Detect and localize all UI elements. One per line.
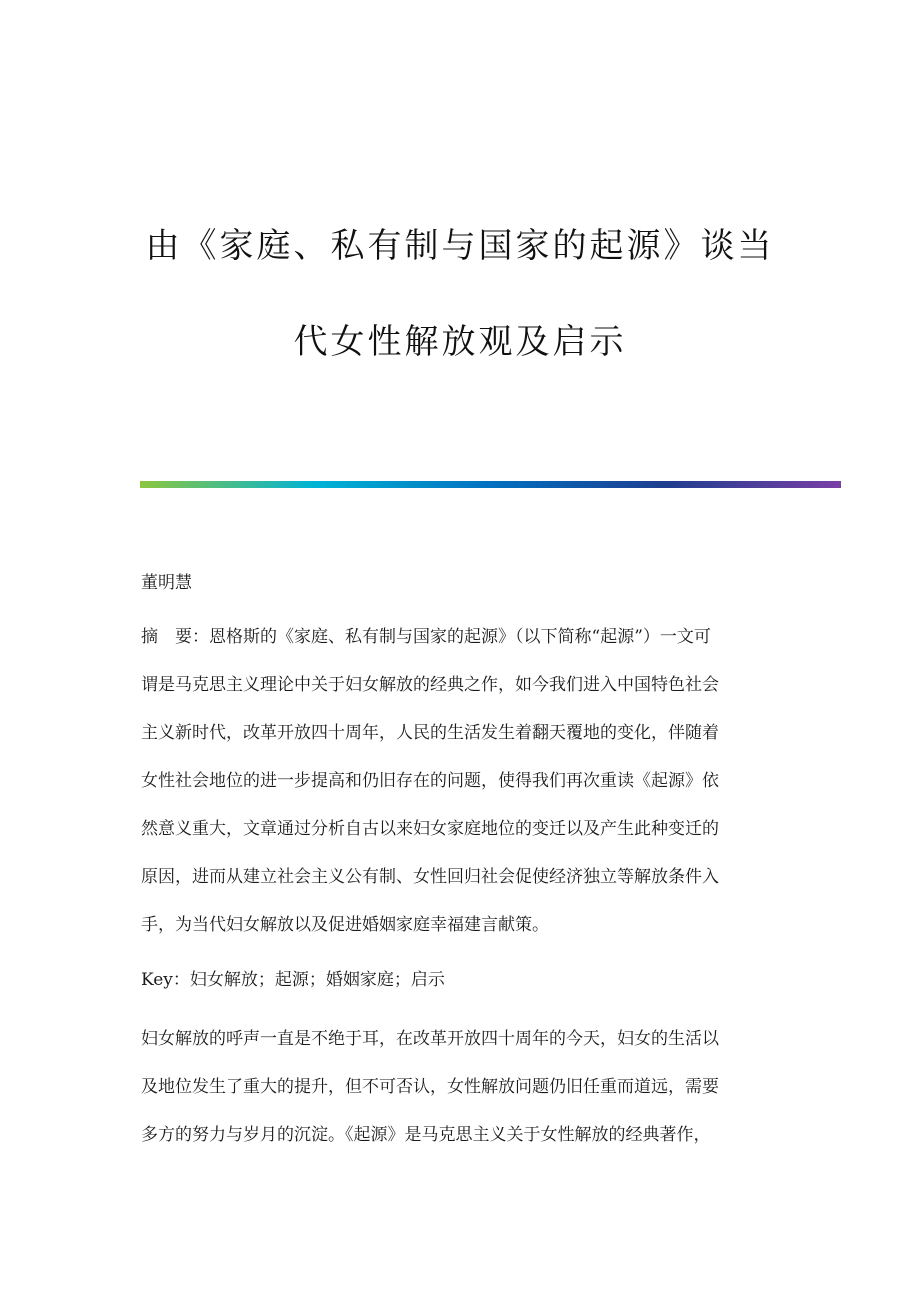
abstract-line: 然意义重大，文章通过分析自古以来妇女家庭地位的变迁以及产生此种变迁的 <box>141 819 719 839</box>
keywords-line: Key：妇女解放；起源；婚姻家庭；启示 <box>141 970 445 990</box>
abstract-line: 谓是马克思主义理论中关于妇女解放的经典之作，如今我们进入中国特色社会 <box>141 675 719 695</box>
body-line: 多方的努力与岁月的沉淀。《起源》是马克思主义关于女性解放的经典著作， <box>141 1125 711 1145</box>
keywords <box>141 956 781 1004</box>
abstract-line: 手，为当代妇女解放以及促进婚姻家庭幸福建言献策。 <box>141 915 549 935</box>
abstract-line: 女性社会地位的进一步提高和仍旧存在的问题，使得我们再次重读《起源》依 <box>141 771 719 791</box>
author-name: 董明慧 <box>141 573 192 593</box>
abstract-line: 主义新时代，改革开放四十周年，人民的生活发生着翻天覆地的变化，伴随着 <box>141 723 719 743</box>
document-title-line-2: 代女性解放观及启示 <box>293 322 627 362</box>
abstract-line: 摘 要：恩格斯的《家庭、私有制与国家的起源》（以下简称“起源”）一文可 <box>141 627 711 647</box>
body-line: 及地位发生了重大的提升，但不可否认，女性解放问题仍旧任重而道远，需要 <box>141 1077 719 1097</box>
gradient-divider <box>140 481 841 488</box>
body-line: 妇女解放的呼声一直是不绝于耳，在改革开放四十周年的今天，妇女的生活以 <box>141 1029 719 1049</box>
abstract-line: 原因，进而从建立社会主义公有制、女性回归社会促使经济独立等解放条件入 <box>141 867 719 887</box>
abstract <box>141 613 781 949</box>
document-title-line-1: 由《家庭、私有制与国家的起源》谈当 <box>145 226 775 266</box>
body-paragraph <box>141 1015 781 1159</box>
